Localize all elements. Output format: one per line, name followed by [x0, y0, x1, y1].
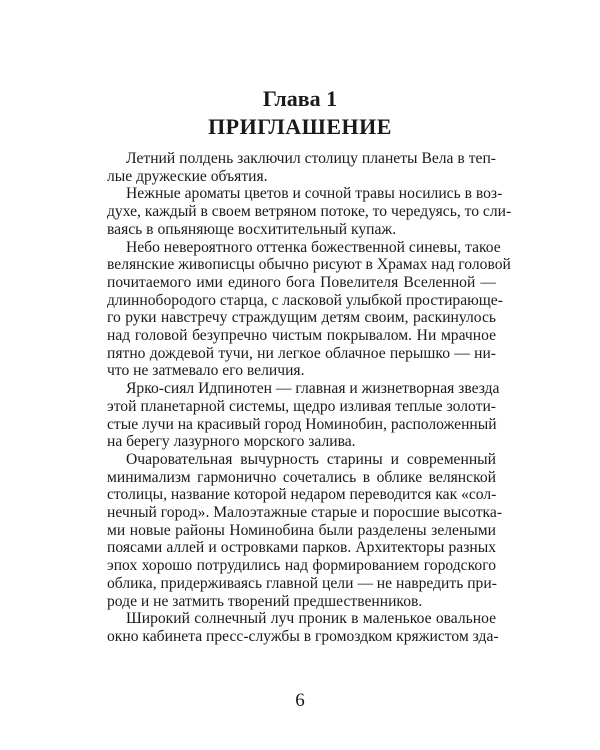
- text-line: окно кабинета пресс-службы в громоздком кряжистом зда-: [107, 627, 499, 645]
- chapter-title: ПРИГЛАШЕНИЕ: [208, 114, 392, 139]
- text-line: эпох хорошо потрудились над формированием городского: [107, 557, 496, 575]
- body-text: [107, 150, 512, 646]
- paragraph: [107, 380, 500, 451]
- text-line: нечный город». Малоэтажные старые и поросшие высотка-: [107, 504, 503, 522]
- text-line: на берегу лазурного морского залива.: [107, 433, 356, 451]
- text-line: что не затмевало его величия.: [107, 362, 305, 380]
- text-line: Ярко-сиял Идпинотен — главная и жизнетворная звезда: [126, 380, 500, 398]
- text-line: велянские живописцы обычно рисуют в Храмах над головой: [107, 256, 511, 274]
- paragraph: [107, 610, 499, 645]
- text-line: го руки навстречу страждущим детям своим, раскинулось: [107, 309, 496, 327]
- text-line: роде и не затмить творений предшественников.: [107, 592, 423, 610]
- text-line: поясами аллей и островками парков. Архитекторы разных: [107, 539, 496, 557]
- text-line: минимализм гармонично сочетались в облике велянской: [107, 468, 496, 486]
- chapter-number: Глава 1: [262, 86, 338, 111]
- text-line: Широкий солнечный луч проник в маленькое овальное: [126, 610, 496, 628]
- paragraph: [107, 450, 503, 610]
- text-line: облика, придерживаясь главной цели — не навредить при-: [107, 574, 497, 592]
- paragraph: [107, 150, 496, 185]
- text-line: ми новые районы Номинобина были разделены зелеными: [107, 521, 496, 539]
- text-line: стые лучи на красивый город Номинобин, расположенный: [107, 415, 497, 433]
- text-line: этой планетарной системы, щедро изливая теплые золоти-: [107, 397, 496, 415]
- text-line: духе, каждый в своем ветряном потоке, то чередуясь, то сли-: [107, 203, 512, 221]
- text-line: пятно дождевой тучи, ни легкое облачное перышко — ни-: [107, 344, 496, 362]
- text-line: столицы, название которой недаром переводится как «сол-: [107, 486, 497, 504]
- paragraph: [107, 238, 511, 381]
- text-line: длиннобородого старца, с ласковой улыбкой простирающе-: [107, 291, 503, 309]
- text-line: Небо невероятного оттенка божественной синевы, такое: [126, 238, 501, 256]
- text-line: лые дружеские объятия.: [107, 167, 268, 185]
- text-line: Очаровательная вычурность старины и современный: [126, 450, 496, 468]
- paragraph: [107, 185, 512, 238]
- page-number: 6: [295, 690, 305, 711]
- text-line: Летний полдень заключил столицу планеты Вела в теп-: [126, 150, 496, 167]
- text-line: над головой безупречно чистым покрывалом. Ни мрачное: [107, 327, 496, 345]
- text-line: Нежные ароматы цветов и сочной травы носились в воз-: [126, 185, 503, 203]
- text-line: почитаемого ими единого бога Повелителя Вселенной —: [107, 273, 496, 291]
- text-line: ваясь в опьяняюще восхитительный купаж.: [107, 220, 397, 238]
